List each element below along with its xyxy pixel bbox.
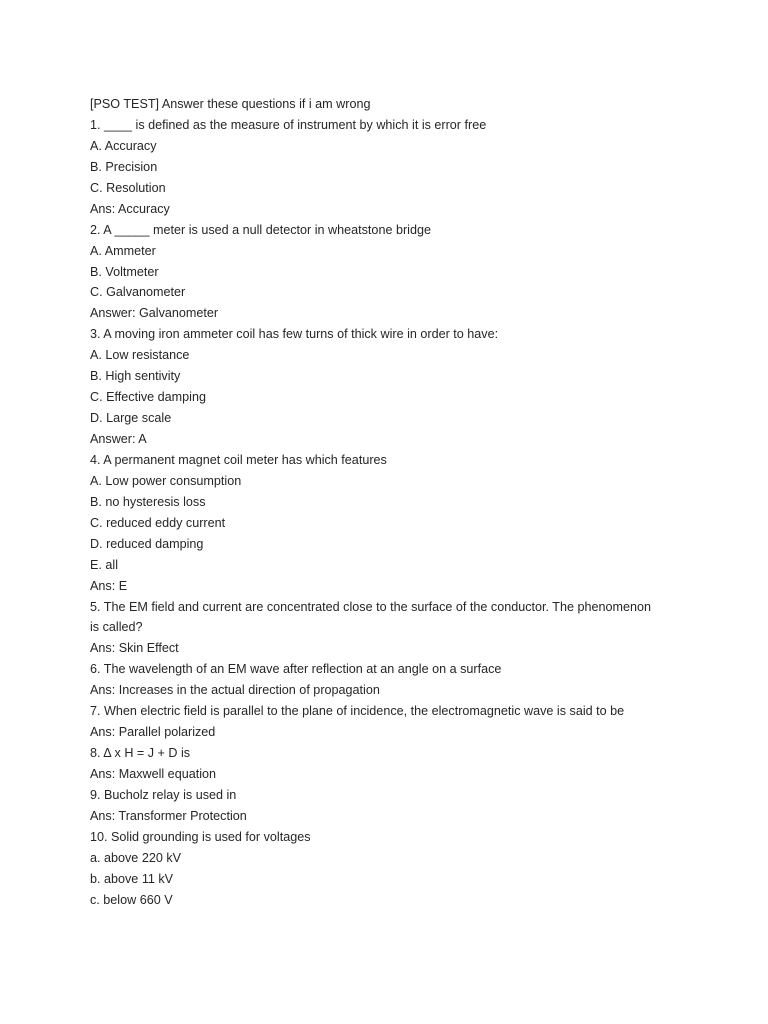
question-2: 2. A _____ meter is used a null detector in wheatstone bridge [90,222,431,237]
question-7: 7. When electric field is parallel to the plane of incidence, the electromagnetic wave is said to be [90,704,625,719]
question-3-option-a: A. Low resistance [90,348,190,363]
question-8-answer: Ans: Maxwell equation [90,767,217,781]
question-3: 3. A moving iron ammeter coil has few turns of thick wire in order to have: [90,327,499,342]
question-10: 10. Solid grounding is used for voltages [90,829,311,844]
question-5: 5. The EM field and current are concentrated close to the surface of the conductor. The phenomenon [90,599,652,614]
document-title: [PSO TEST] Answer these questions if i am wrong [90,97,371,111]
question-1-option-a: A. Accuracy [90,138,157,153]
question-3-option-d: D. Large scale [90,411,172,426]
question-9: 9. Bucholz relay is used in [90,787,237,802]
question-2-answer: Answer: Galvanometer [90,306,219,321]
question-2-option-c: C. Galvanometer [90,285,186,300]
question-1-answer: Ans: Accuracy [90,201,170,216]
question-10-option-a: a. above 220 kV [90,850,182,865]
question-4-option-e: E. all [90,557,118,572]
question-5-answer: Ans: Skin Effect [90,641,179,656]
question-6: 6. The wavelength of an EM wave after reflection at an angle on a surface [90,662,502,677]
question-10-option-c: c. below 660 V [90,892,173,907]
question-8: 8. Δ x H = J + D is [90,746,191,761]
document-text [90,94,690,911]
question-2-option-a: A. Ammeter [90,243,156,258]
question-1-option-b: B. Precision [90,159,158,174]
question-4-option-a: A. Low power consumption [90,473,242,488]
question-3-answer: Answer: A [90,432,147,446]
question-4: 4. A permanent magnet coil meter has which features [90,452,387,467]
question-4-option-c: C. reduced eddy current [90,515,226,530]
question-4-answer: Ans: E [90,578,128,593]
question-6-answer: Ans: Increases in the actual direction of propagation [90,683,380,698]
question-5-continued: is called? [90,620,143,635]
question-1: 1. ____ is defined as the measure of instrument by which it is error free [90,117,487,132]
question-2-option-b: B. Voltmeter [90,264,159,279]
question-3-option-b: B. High sentivity [90,369,181,384]
question-7-answer: Ans: Parallel polarized [90,725,216,740]
question-4-option-d: D. reduced damping [90,536,204,551]
question-4-option-b: B. no hysteresis loss [90,494,206,509]
question-3-option-c: C. Effective damping [90,390,206,405]
question-10-option-b: b. above 11 kV [90,871,174,886]
question-9-answer: Ans: Transformer Protection [90,808,247,823]
question-1-option-c: C. Resolution [90,180,166,195]
